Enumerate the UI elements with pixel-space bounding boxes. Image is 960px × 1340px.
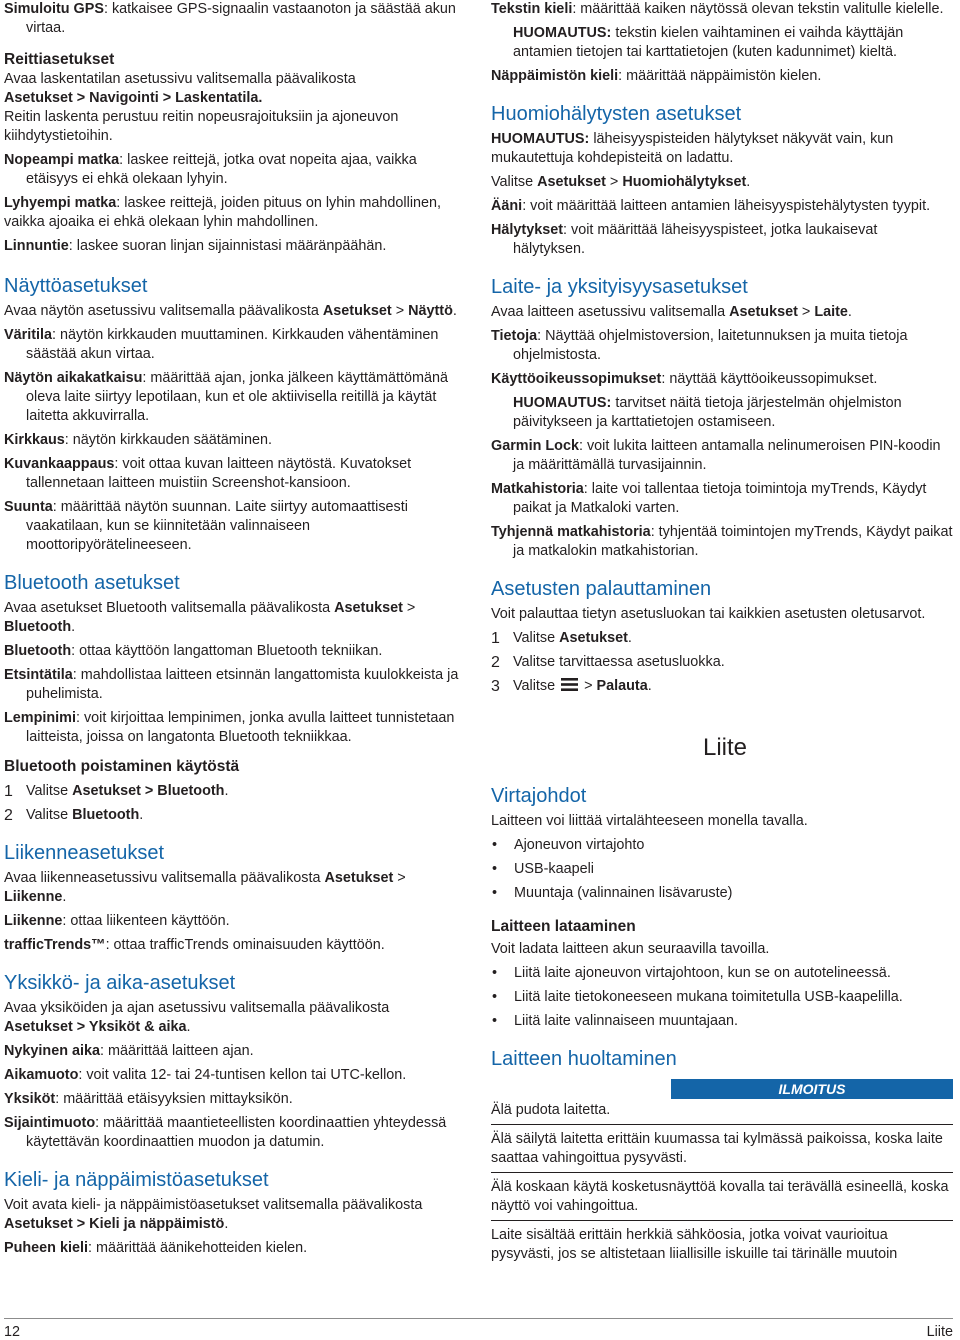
text: . bbox=[62, 889, 67, 905]
traffictrends-setting bbox=[4, 936, 462, 955]
screenshot-setting bbox=[4, 455, 462, 493]
term: Hälytykset bbox=[491, 222, 563, 238]
term: Näytön aikakatkaisu bbox=[4, 370, 143, 386]
traffic-intro bbox=[4, 869, 462, 907]
menu-path: Asetukset > Yksiköt & aika bbox=[4, 1019, 187, 1035]
simulated-gps-setting bbox=[4, 0, 462, 38]
display-settings-heading: Näyttöasetukset bbox=[4, 275, 148, 297]
description: : laskee reittejä, jotka ovat nopeita ajaa, vaikka etäisyys ei ehkä olekaan lyhyin. bbox=[26, 152, 417, 187]
bullet: • bbox=[492, 1013, 498, 1029]
clear-history-setting bbox=[491, 523, 953, 561]
term: Garmin Lock bbox=[491, 438, 579, 454]
power-cables-list bbox=[491, 836, 953, 903]
step-text bbox=[26, 806, 143, 825]
text: Avaa liikenneasetussivu valitsemalla päävalikosta bbox=[4, 870, 325, 886]
list-item-text: Liitä laite valinnaiseen muuntajaan. bbox=[514, 1013, 739, 1029]
bluetooth-disable-steps bbox=[4, 782, 462, 825]
display-intro bbox=[4, 302, 462, 321]
note-label: HUOMAUTUS: bbox=[513, 25, 612, 41]
list-item bbox=[491, 884, 953, 903]
text: . bbox=[647, 678, 652, 694]
description: : voit määrittää laitteen antamien läheisyyspistehälytysten tyypit. bbox=[522, 198, 931, 214]
description: : ottaa liikenteen käyttöön. bbox=[62, 913, 230, 929]
term: Suunta bbox=[4, 499, 53, 515]
menu-item: Liikenne bbox=[4, 889, 63, 905]
screen-timeout-setting bbox=[4, 369, 462, 426]
list-item bbox=[491, 964, 953, 983]
device-intro bbox=[491, 303, 953, 322]
term: Simuloitu GPS bbox=[4, 1, 104, 17]
route-basis: Reitin laskenta perustuu reitin nopeusrajoituksiin ja ajoneuvon kiihdytystietoihin. bbox=[4, 109, 399, 144]
about-setting bbox=[491, 327, 953, 365]
term: trafficTrends™ bbox=[4, 937, 106, 953]
note-text: tarvitset näitä tietoja järjestelmän ohjelmiston päivitykseen ja karttatietojen ostamiseen. bbox=[513, 395, 902, 430]
note-text: läheisyyspisteiden hälytykset näkyvät vain, kun mukautettuja kohdepisteitä on ladattu. bbox=[491, 131, 894, 166]
description: : näytön kirkkauden muuttaminen. Kirkkauden vähentäminen säästää akun virtaa. bbox=[26, 327, 439, 362]
menu-path: Asetukset > Navigointi > Laskentatila. bbox=[4, 90, 263, 106]
note-label: HUOMAUTUS: bbox=[513, 395, 612, 411]
text: Avaa laskentatilan asetussivu valitsemalla päävalikosta bbox=[4, 71, 356, 87]
text-language-note bbox=[491, 24, 953, 62]
description: : voit ottaa kuvan laitteen näytöstä. Kuvatokset tallennetaan laitteen muistiin Screenshot-kansioon. bbox=[26, 456, 412, 491]
term: Aikamuoto bbox=[4, 1067, 79, 1083]
step-number: 2 bbox=[491, 654, 500, 671]
brightness-setting bbox=[4, 431, 462, 450]
text: Avaa yksiköiden ja ajan asetussivu valitsemalla päävalikosta bbox=[4, 1000, 390, 1016]
restore-settings-heading: Asetusten palauttaminen bbox=[491, 578, 712, 600]
term: Kuvankaappaus bbox=[4, 456, 115, 472]
proximity-alerts-heading: Huomiohälytysten asetukset bbox=[491, 103, 742, 125]
term: Tietoja bbox=[491, 328, 538, 344]
term: Matkahistoria bbox=[491, 481, 584, 497]
menu-item: Asetukset bbox=[334, 600, 403, 616]
list-item-text: Liitä laite ajoneuvon virtajohtoon, kun se on autotelineessä. bbox=[514, 965, 891, 981]
charging-intro: Voit ladata laitteen akun seuraavilla tavoilla. bbox=[491, 941, 770, 957]
description: : ottaa käyttöön langattoman Bluetooth tekniikan. bbox=[71, 643, 383, 659]
bullet: • bbox=[492, 885, 498, 901]
voice-language-setting bbox=[4, 1239, 462, 1258]
term: Lyhyempi matka bbox=[4, 195, 117, 211]
term: Näppäimistön kieli bbox=[491, 68, 619, 84]
menu-path: Asetukset > Kieli ja näppäimistö bbox=[4, 1216, 225, 1232]
appendix-title: Liite bbox=[702, 734, 748, 761]
units-intro bbox=[4, 999, 462, 1037]
step bbox=[491, 653, 953, 672]
term: Kirkkaus bbox=[4, 432, 65, 448]
description: : ottaa trafficTrends ominaisuuden käyttöön. bbox=[105, 937, 385, 953]
travel-history-setting bbox=[491, 480, 953, 518]
bullet: • bbox=[492, 965, 498, 981]
menu-path: Asetukset > Bluetooth bbox=[72, 783, 225, 799]
notice-item: Älä pudota laitetta. bbox=[491, 1100, 953, 1125]
units-setting bbox=[4, 1090, 462, 1109]
list-item bbox=[491, 836, 953, 855]
notice-item: Älä säilytä laitetta erittäin kuumassa tai kylmässä paikoissa, koska laite saattaa vahingoittua pysyvästi. bbox=[491, 1129, 953, 1173]
nickname-setting bbox=[4, 709, 462, 747]
step-text bbox=[513, 677, 652, 696]
bullet: • bbox=[492, 989, 498, 1005]
left-column bbox=[4, 0, 462, 1258]
description: : näytön kirkkauden säätäminen. bbox=[64, 432, 272, 448]
term: Nopeampi matka bbox=[4, 152, 120, 168]
text: > bbox=[580, 678, 597, 694]
step bbox=[4, 806, 462, 825]
text: > bbox=[402, 600, 416, 616]
current-time-setting bbox=[4, 1042, 462, 1061]
power-cables-intro: Laitteen voi liittää virtalähteeseen monella tavalla. bbox=[491, 813, 808, 829]
bluetooth-settings-heading: Bluetooth asetukset bbox=[4, 572, 180, 594]
proximity-alerts-select bbox=[491, 173, 953, 192]
keyboard-language-setting bbox=[491, 67, 953, 86]
text: Valitse bbox=[26, 807, 73, 823]
device-privacy-heading: Laite- ja yksityisyysasetukset bbox=[491, 276, 748, 298]
step bbox=[491, 629, 953, 648]
term: Bluetooth bbox=[4, 643, 72, 659]
note-label: HUOMAUTUS: bbox=[491, 131, 590, 147]
notice-item: Laite sisältää erittäin herkkiä sähköosia, jotka voivat vaurioitua pysyvästi, jos se altistetaan liiallisille iskuille tai tärinälle muutoin bbox=[491, 1227, 898, 1262]
text: . bbox=[71, 619, 76, 635]
term: Sijaintimuoto bbox=[4, 1115, 96, 1131]
units-time-settings-heading: Yksikkö- ja aika-asetukset bbox=[4, 972, 236, 994]
text: Avaa asetukset Bluetooth valitsemalla päävalikosta bbox=[4, 600, 335, 616]
description: : määrittää näppäimistön kielen. bbox=[618, 68, 822, 84]
menu-item: Asetukset bbox=[729, 304, 798, 320]
list-item bbox=[491, 1012, 953, 1031]
text: Avaa näytön asetussivu valitsemalla päävalikosta bbox=[4, 303, 323, 319]
menu-item: Asetukset bbox=[324, 870, 394, 886]
list-item-text: Ajoneuvon virtajohto bbox=[514, 837, 645, 853]
sound-setting bbox=[491, 197, 953, 216]
proximity-alerts-note bbox=[491, 130, 953, 168]
step-text bbox=[513, 629, 632, 648]
charging-list bbox=[491, 964, 953, 1031]
text: . bbox=[746, 174, 751, 190]
note-text: tekstin kielen vaihtaminen ei vaihda käyttäjän antamien tietojen tai karttatietojen (kuten kadunnimet) kieltä. bbox=[513, 25, 904, 60]
text: Avaa laitteen asetussivu valitsemalla bbox=[491, 304, 730, 320]
text: Voit avata kieli- ja näppäimistöasetukset valitsemalla päävalikosta bbox=[4, 1197, 423, 1213]
step bbox=[491, 677, 953, 696]
text: . bbox=[139, 807, 144, 823]
restore-steps bbox=[491, 629, 953, 696]
text: . bbox=[847, 304, 852, 320]
menu-item: Palauta bbox=[596, 678, 648, 694]
bullet: • bbox=[492, 837, 498, 853]
description: : näyttää käyttöoikeussopimukset. bbox=[661, 371, 878, 387]
text: Valitse bbox=[26, 783, 73, 799]
step-number: 1 bbox=[491, 630, 500, 647]
term: Lempinimi bbox=[4, 710, 76, 726]
text: . bbox=[452, 303, 457, 319]
term: Liikenne bbox=[4, 913, 63, 929]
traffic-settings-heading: Liikenneasetukset bbox=[4, 842, 165, 864]
notice-list bbox=[491, 1100, 953, 1268]
step bbox=[4, 782, 462, 801]
menu-item: Asetukset bbox=[322, 303, 392, 319]
description: : määrittää etäisyyksien mittayksikön. bbox=[55, 1091, 293, 1107]
time-format-setting bbox=[4, 1066, 462, 1085]
device-care-heading: Laitteen huoltaminen bbox=[491, 1048, 677, 1070]
description: : laskee reittejä, joiden pituus on lyhin mahdollinen, vaikka ajoaika ei ehkä olekaan lyhin mahdollinen. bbox=[4, 195, 442, 230]
term: Tekstin kieli bbox=[491, 1, 573, 17]
route-intro bbox=[4, 70, 462, 108]
list-item-text: USB-kaapeli bbox=[514, 861, 594, 877]
description: : laskee suoran linjan sijainnistasi määränpäähän. bbox=[68, 238, 387, 254]
right-column bbox=[491, 0, 953, 1268]
charging-heading: Laitteen lataaminen bbox=[491, 918, 636, 935]
step-number: 1 bbox=[4, 783, 13, 800]
step-text bbox=[26, 782, 228, 801]
section-name: Liite bbox=[926, 1324, 953, 1340]
eula-note bbox=[491, 394, 953, 432]
description: : määrittää näytön suunnan. Laite siirtyy automaattisesti vaakatilaan, kun se kiinnitetään valinnaiseen moottoripyörätelineeseen. bbox=[26, 499, 408, 553]
bluetooth-intro bbox=[4, 599, 462, 637]
description: : määrittää äänikehotteiden kielen. bbox=[87, 1240, 308, 1256]
description: : voit määrittää läheisyyspisteet, jotka laukaisevat hälytyksen. bbox=[513, 222, 878, 257]
text: . bbox=[186, 1019, 191, 1035]
term: Nykyinen aika bbox=[4, 1043, 100, 1059]
text: > bbox=[797, 304, 815, 320]
eula-setting bbox=[491, 370, 953, 389]
list-item bbox=[491, 988, 953, 1007]
description: : laite voi tallentaa tietoja toimintoja myTrends, Käydyt paikat ja Matkaloki varten. bbox=[513, 481, 927, 516]
description: : määrittää laitteen ajan. bbox=[100, 1043, 254, 1059]
description: : voit valita 12- tai 24-tuntisen kellon tai UTC-kellon. bbox=[78, 1067, 407, 1083]
term: Tyhjennä matkahistoria bbox=[491, 524, 651, 540]
description: : määrittää maantieteellisten koordinaattien yhteydessä käytettävän koordinaattien muodon ja datumin. bbox=[26, 1115, 447, 1150]
text: . bbox=[224, 783, 229, 799]
text-language-setting bbox=[491, 0, 953, 19]
menu-item: Näyttö bbox=[408, 303, 453, 319]
description: : määrittää kaiken näytössä olevan tekstin valitulle kielelle. bbox=[572, 1, 944, 17]
term: Yksiköt bbox=[4, 1091, 56, 1107]
direct-route-setting bbox=[4, 237, 462, 256]
step-number: 3 bbox=[491, 678, 500, 695]
term: Linnuntie bbox=[4, 238, 69, 254]
menu-item: Bluetooth bbox=[4, 619, 72, 635]
shorter-route-setting bbox=[4, 194, 462, 232]
description: : katkaisee GPS-signaalin vastaanoton ja säästää akun virtaa. bbox=[26, 1, 456, 36]
text: > bbox=[605, 174, 623, 190]
step-text bbox=[513, 653, 725, 672]
page-number: 12 bbox=[4, 1324, 21, 1340]
notice-banner: ILMOITUS bbox=[671, 1079, 953, 1099]
text: Valitse bbox=[491, 174, 538, 190]
color-mode-setting bbox=[4, 326, 462, 364]
description: : Näyttää ohjelmistoversion, laitetunnuksen ja muita tietoja ohjelmistosta. bbox=[513, 328, 908, 363]
page-footer bbox=[4, 1318, 953, 1340]
list-item-text: Liitä laite tietokoneeseen mukana toimitetulla USB-kaapelilla. bbox=[514, 989, 903, 1005]
menu-item: Bluetooth bbox=[72, 807, 140, 823]
position-format-setting bbox=[4, 1114, 462, 1152]
bluetooth-disable-heading: Bluetooth poistaminen käytöstä bbox=[4, 758, 240, 775]
text: Valitse tarvittaessa asetusluokka. bbox=[513, 654, 725, 670]
language-keyboard-settings-heading: Kieli- ja näppäimistöasetukset bbox=[4, 1169, 269, 1191]
search-mode-setting bbox=[4, 666, 462, 704]
text: Valitse bbox=[513, 678, 556, 694]
list-item bbox=[491, 860, 953, 879]
description: : voit lukita laitteen antamalla nelinumeroisen PIN-koodin ja määrittämällä turvasijainnin. bbox=[513, 438, 941, 473]
traffic-setting bbox=[4, 912, 462, 931]
list-item-text: Muuntaja (valinnainen lisävaruste) bbox=[514, 885, 733, 901]
language-intro bbox=[4, 1196, 462, 1234]
term: Etsintätila bbox=[4, 667, 73, 683]
term: Käyttöoikeussopimukset bbox=[491, 371, 662, 387]
term: Puheen kieli bbox=[4, 1240, 88, 1256]
faster-route-setting bbox=[4, 151, 462, 189]
text: . bbox=[224, 1216, 229, 1232]
menu-item: Laite bbox=[814, 304, 848, 320]
menu-item: Asetukset bbox=[537, 174, 606, 190]
text: Valitse bbox=[513, 630, 560, 646]
term: Väritila bbox=[4, 327, 52, 343]
description: : mahdollistaa laitteen etsinnän langattomista kuulokkeista ja puhelimista. bbox=[26, 667, 459, 702]
power-cables-heading: Virtajohdot bbox=[491, 785, 587, 807]
description: : määrittää ajan, jonka jälkeen käyttämättömänä oleva laite siirtyy lepotilaan, kun et ole aktiivisella reitillä ja käytät laitetta akkuvirralla. bbox=[26, 370, 448, 424]
bluetooth-setting bbox=[4, 642, 462, 661]
menu-item: Asetukset bbox=[559, 630, 628, 646]
route-settings-heading: Reittiasetukset bbox=[4, 51, 115, 68]
garmin-lock-setting bbox=[491, 437, 953, 475]
bullet: • bbox=[492, 861, 498, 877]
alerts-setting bbox=[491, 221, 953, 259]
menu-item: Huomiohälytykset bbox=[622, 174, 747, 190]
menu-icon bbox=[561, 678, 578, 691]
text: > bbox=[391, 303, 409, 319]
description: : tyhjentää toimintojen myTrends, Käydyt paikat ja matkalokin matkahistorian. bbox=[513, 524, 953, 559]
notice-item: Älä koskaan käytä kosketusnäyttöä kovalla tai terävällä esineellä, koska näyttö voi vahingoittua. bbox=[491, 1177, 953, 1221]
text: > bbox=[393, 870, 406, 886]
term: Ääni bbox=[491, 198, 523, 214]
description: : voit kirjoittaa lempinimen, jonka avulla laitteet tunnistetaan laitteista, joissa on langatonta Bluetooth tekniikkaa. bbox=[26, 710, 455, 745]
restore-intro: Voit palauttaa tietyn asetusluokan tai kaikkien asetusten oletusarvot. bbox=[491, 606, 926, 622]
text: . bbox=[627, 630, 632, 646]
step-number: 2 bbox=[4, 807, 13, 824]
orientation-setting bbox=[4, 498, 462, 555]
